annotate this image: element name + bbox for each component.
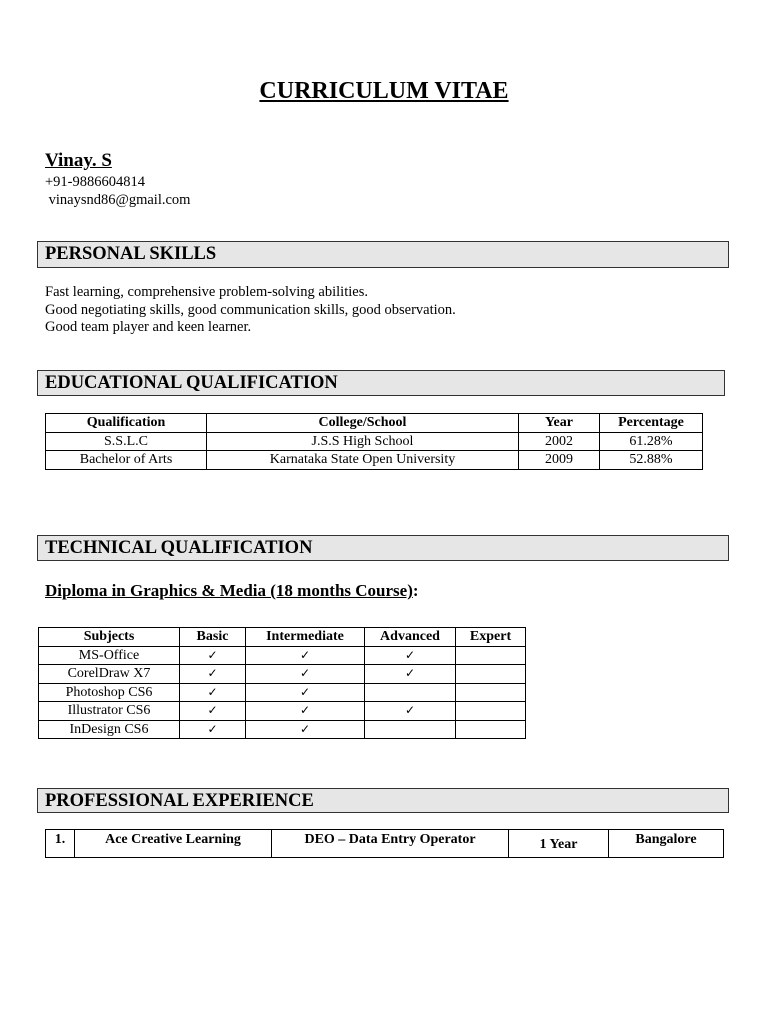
checkmark-icon: ✓	[207, 666, 218, 681]
skill-line: Good team player and keen learner.	[45, 319, 252, 335]
email-address: vinaysnd86@gmail.com	[45, 192, 191, 208]
level-cell	[180, 665, 246, 684]
table-row	[39, 683, 526, 702]
checkmark-icon: ✓	[207, 721, 218, 736]
column-header: Expert	[456, 628, 526, 647]
diploma-title	[45, 581, 419, 601]
level-cell	[180, 646, 246, 665]
level-cell	[456, 702, 526, 721]
table-row	[39, 665, 526, 684]
table-row	[46, 432, 703, 451]
diploma-suffix: :	[412, 581, 419, 600]
level-cell	[365, 720, 456, 739]
level-cell	[456, 646, 526, 665]
experience-table	[45, 829, 724, 858]
section-heading: PROFESSIONAL EXPERIENCE	[45, 791, 314, 811]
table-cell: 2002	[519, 432, 600, 451]
experience-company: Ace Creative Learning	[75, 830, 272, 858]
table-header-row	[46, 414, 703, 433]
candidate-name: Vinay. S	[45, 150, 112, 171]
level-cell	[365, 702, 456, 721]
subject-cell: InDesign CS6	[39, 720, 180, 739]
table-cell: 2009	[519, 451, 600, 470]
section-heading: TECHNICAL QUALIFICATION	[45, 538, 313, 558]
checkmark-icon: ✓	[404, 666, 416, 681]
table-row	[46, 830, 724, 858]
table-cell: 52.88%	[600, 451, 703, 470]
level-cell	[456, 720, 526, 739]
personal-skills-text	[45, 284, 456, 337]
level-cell	[246, 646, 365, 665]
experience-duration: 1 Year	[509, 830, 609, 858]
checkmark-icon: ✓	[404, 703, 416, 718]
level-cell	[456, 665, 526, 684]
column-header: Subjects	[39, 628, 180, 647]
subject-cell: Photoshop CS6	[39, 683, 180, 702]
column-header: Advanced	[365, 628, 456, 647]
table-cell: 61.28%	[600, 432, 703, 451]
checkmark-icon: ✓	[299, 647, 311, 662]
phone-number: +91-9886604814	[45, 174, 146, 190]
checkmark-icon: ✓	[207, 647, 218, 662]
section-heading: PERSONAL SKILLS	[45, 244, 217, 264]
level-cell	[365, 683, 456, 702]
education-table	[45, 413, 703, 470]
checkmark-icon: ✓	[299, 721, 311, 736]
table-header-row	[39, 628, 526, 647]
checkmark-icon: ✓	[299, 703, 311, 718]
table-row	[39, 646, 526, 665]
column-header: College/School	[207, 414, 519, 433]
experience-location: Bangalore	[609, 830, 724, 858]
subject-cell: MS-Office	[39, 646, 180, 665]
section-educational-qualification	[37, 370, 725, 396]
checkmark-icon: ✓	[207, 703, 218, 718]
experience-role: DEO – Data Entry Operator	[272, 830, 509, 858]
table-row	[39, 702, 526, 721]
level-cell	[180, 683, 246, 702]
level-cell	[365, 646, 456, 665]
skills-table	[38, 627, 526, 739]
section-personal-skills	[37, 241, 729, 268]
column-header: Year	[519, 414, 600, 433]
level-cell	[246, 683, 365, 702]
column-header: Qualification	[46, 414, 207, 433]
level-cell	[365, 665, 456, 684]
checkmark-icon: ✓	[404, 647, 416, 662]
level-cell	[180, 720, 246, 739]
table-row	[39, 720, 526, 739]
section-professional-experience	[37, 788, 729, 813]
subject-cell: Illustrator CS6	[39, 702, 180, 721]
level-cell	[456, 683, 526, 702]
diploma-name: Diploma in Graphics & Media (18 months Course)	[45, 581, 413, 600]
table-row	[46, 451, 703, 470]
skills-table-body	[39, 646, 526, 739]
column-header: Percentage	[600, 414, 703, 433]
skill-line: Fast learning, comprehensive problem-solving abilities.	[45, 284, 368, 300]
level-cell	[180, 702, 246, 721]
checkmark-icon: ✓	[207, 684, 218, 699]
level-cell	[246, 720, 365, 739]
skill-line: Good negotiating skills, good communication skills, good observation.	[45, 301, 456, 318]
level-cell	[246, 702, 365, 721]
column-header: Basic	[180, 628, 246, 647]
experience-index: 1.	[46, 830, 75, 858]
document-title: CURRICULUM VITAE	[259, 78, 509, 104]
subject-cell: CorelDraw X7	[39, 665, 180, 684]
checkmark-icon: ✓	[299, 684, 311, 699]
table-cell: Karnataka State Open University	[207, 451, 519, 470]
checkmark-icon: ✓	[299, 666, 311, 681]
section-heading: EDUCATIONAL QUALIFICATION	[45, 373, 338, 393]
level-cell	[246, 665, 365, 684]
column-header: Intermediate	[246, 628, 365, 647]
table-cell: S.S.L.C	[46, 432, 207, 451]
table-cell: Bachelor of Arts	[46, 451, 207, 470]
table-cell: J.S.S High School	[207, 432, 519, 451]
section-technical-qualification	[37, 535, 729, 561]
